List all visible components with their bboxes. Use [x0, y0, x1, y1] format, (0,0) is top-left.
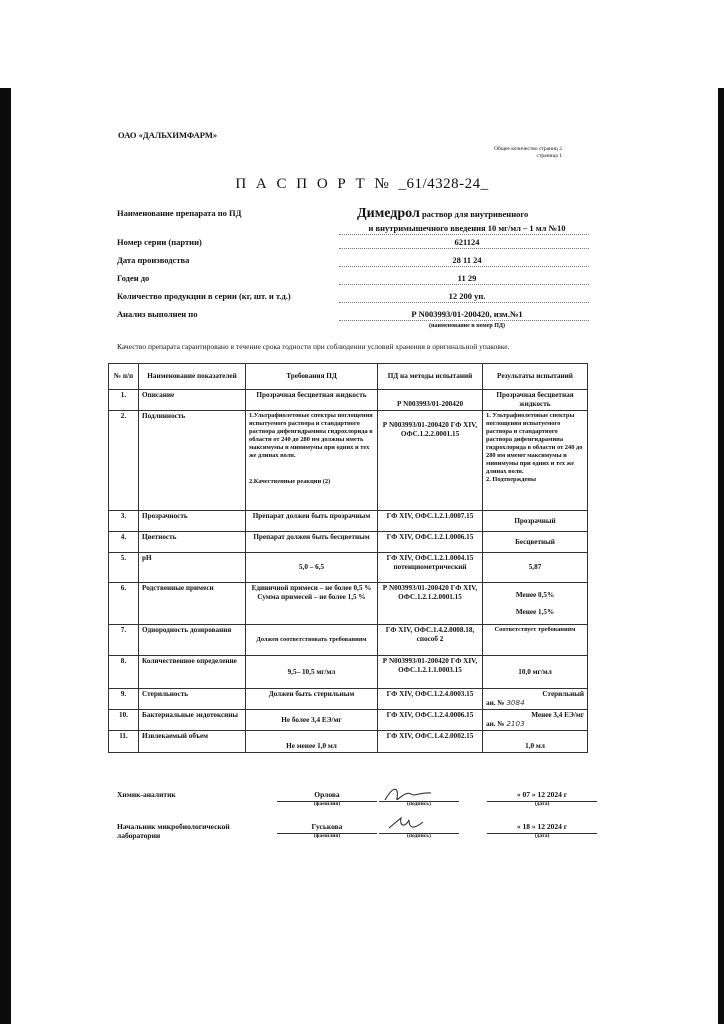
- analysis-row: [117, 309, 577, 333]
- row-method: ГФ XIV, ОФС.1.2.1.0004.15 потенциометрический: [378, 553, 483, 583]
- row-name: Прозрачность: [139, 511, 246, 532]
- row-result-text: Стерильный: [542, 690, 584, 698]
- row-req: Прозрачная бесцветная жидкость: [246, 390, 378, 411]
- table-row: [109, 656, 588, 689]
- row-result: 1,0 мл: [483, 731, 588, 753]
- row-result: 10,0 мг/мл: [483, 656, 588, 689]
- row-result: Соответствует требованиям: [483, 625, 588, 656]
- head-date-caption: (дата): [534, 833, 550, 839]
- date-value: 28 11 24: [452, 255, 482, 265]
- row-result-spectra: 1. Ультрафиолетовые спектры поглощения испытуемого раствора и стандартного раствора дифенгидрамина гидрохлорида в области от 240 до 280 нм имеют максимумы и минимумы при одних и тех же длинах волн.: [486, 412, 583, 475]
- expiry-label: Годен до: [117, 273, 150, 283]
- row-req: Должен соответствовать требованиям: [246, 625, 378, 656]
- product-label: Наименование препарата по ПД: [117, 208, 242, 218]
- header-requirements: Требования ПД: [246, 364, 378, 390]
- row-name: pH: [139, 553, 246, 583]
- row-method: ГФ XIV, ОФС.1.2.1.0007.15: [378, 511, 483, 532]
- row-result: Бесцветный: [483, 532, 588, 553]
- row-name: Бактериальные эндотоксины: [139, 710, 246, 731]
- row-name: Стерильность: [139, 689, 246, 710]
- row-name: Количественное определение: [139, 656, 246, 689]
- row-method: Р N003993/01-200420 ГФ XIV, ОФС.1.2.1.1.0003.15: [378, 656, 483, 689]
- row-name: Описание: [139, 390, 246, 411]
- scan-right-border: [718, 88, 724, 1024]
- table-row: [109, 710, 588, 731]
- product-name: Димедрол: [357, 206, 420, 221]
- row-num: 7.: [109, 625, 139, 656]
- analysis-label: Анализ выполнен по: [117, 309, 198, 319]
- row-num: 8.: [109, 656, 139, 689]
- row-num: 1.: [109, 390, 139, 411]
- row-req: Должен быть стерильным: [246, 689, 378, 710]
- table-row: [109, 553, 588, 583]
- row-num: 4.: [109, 532, 139, 553]
- row-result: 5,87: [483, 553, 588, 583]
- row-method: ГФ XIV, ОФС.1.2.4.0006.15: [378, 710, 483, 731]
- row-req: Препарат должен быть бесцветным: [246, 532, 378, 553]
- pages-total: Общее количество страниц 2: [494, 146, 562, 152]
- table-row: [109, 731, 588, 753]
- chemist-name: Орлова: [314, 790, 340, 799]
- table-row: [109, 625, 588, 656]
- product-row: [117, 208, 577, 238]
- row-num: 10.: [109, 710, 139, 731]
- table-row: [109, 390, 588, 411]
- test-results-table: [108, 363, 588, 753]
- row-req: Препарат должен быть прозрачным: [246, 511, 378, 532]
- row-result-text: Менее 3,4 ЕЭ/мг: [531, 711, 584, 719]
- row-name: Цветность: [139, 532, 246, 553]
- row-num: 11.: [109, 731, 139, 753]
- chemist-label: Химик-аналитик: [117, 790, 176, 799]
- row-name: Подлинность: [139, 411, 246, 511]
- row-req-spectra: 1.Ультрафиолетовые спектры поглощения испытуемого раствора и стандартного раствора дифенгидрамина гидрохлорида в области от 240 до 280 нм должны иметь максимумы и минимумы при одних и тех же длинах волн.: [249, 412, 373, 459]
- row-method: Р N003993/01-200420 ГФ XIV, ОФС.1.2.2.0001.15: [378, 411, 483, 511]
- row-req: Не менее 1,0 мл: [246, 731, 378, 753]
- passport-number: _61/4328-24_: [398, 176, 489, 192]
- analysis-value: Р N003993/01-200420, изм.№1: [411, 309, 523, 319]
- head-signature-row: [117, 822, 587, 846]
- row-method: ГФ XIV, ОФС.1.2.4.0003.15: [378, 689, 483, 710]
- row-result-analysis-label: ан. №: [486, 698, 505, 707]
- head-name-caption: (фамилия): [313, 833, 341, 839]
- pages-current: страница 1: [536, 153, 562, 159]
- row-req: Единичной примеси – не более 0,5 % Сумма примесей – не более 1,5 %: [246, 583, 378, 625]
- series-value: 621124: [454, 237, 480, 247]
- row-req: [246, 411, 378, 511]
- head-sign-caption: (подпись): [407, 833, 431, 839]
- row-method: Р N003993/01-200420 ГФ XIV, ОФС.1.2.1.2.0001.15: [378, 583, 483, 625]
- passport-title: [0, 176, 724, 193]
- header-results: Результаты испытаний: [483, 364, 588, 390]
- quantity-label: Количество продукции в серии (кг, шт. и т.д.): [117, 291, 291, 301]
- row-method: Р N003993/01-200420: [378, 390, 483, 411]
- row-name: Извлекаемый объем: [139, 731, 246, 753]
- row-result: [483, 689, 588, 710]
- table-row: [109, 532, 588, 553]
- row-result: [483, 710, 588, 731]
- row-result-analysis-number: 3084: [506, 697, 525, 707]
- row-result-single: Менее 0,5%: [515, 591, 555, 599]
- head-name: Гуськова: [311, 822, 343, 831]
- row-num: 6.: [109, 583, 139, 625]
- expiry-value: 11 29: [457, 273, 477, 283]
- row-num: 9.: [109, 689, 139, 710]
- chemist-date: « 07 » 12 2024 г: [516, 790, 568, 799]
- row-result: [483, 411, 588, 511]
- row-result: Прозрачный: [483, 511, 588, 532]
- header-method: ПД на методы испытаний: [378, 364, 483, 390]
- header-name: Наименование показателей: [139, 364, 246, 390]
- chemist-sign-caption: (подпись): [407, 801, 431, 807]
- row-req-reactions: 2.Качественные реакции (2): [249, 478, 331, 485]
- row-result-analysis-number: 2103: [506, 718, 525, 728]
- row-result-reactions: 2. Подтверждены: [486, 476, 536, 483]
- scan-left-border: [0, 88, 11, 1024]
- row-req: 5,0 – 6,5: [246, 553, 378, 583]
- head-date: « 18 » 12 2024 г: [516, 822, 568, 831]
- series-label: Номер серии (партии): [117, 237, 202, 247]
- row-result-analysis-label: ан. №: [486, 719, 505, 728]
- chemist-name-caption: (фамилия): [313, 801, 341, 807]
- row-method: ГФ XIV, ОФС.1.4.2.0002.15: [378, 731, 483, 753]
- row-method: ГФ XIV, ОФС.1.4.2.0008.18, способ 2: [378, 625, 483, 656]
- company-name: ОАО «ДАЛЬХИМФАРМ»: [118, 130, 218, 140]
- chemist-signature-row: [117, 790, 587, 814]
- row-method: ГФ XIV, ОФС.1.2.1.0006.15: [378, 532, 483, 553]
- table-row: [109, 511, 588, 532]
- chemist-date-caption: (дата): [534, 801, 550, 807]
- row-result: Прозрачная бесцветная жидкость: [483, 390, 588, 411]
- quantity-value: 12 200 уп.: [448, 291, 486, 301]
- page-counter: [470, 146, 562, 160]
- row-req: Не более 3,4 ЕЭ/мг: [246, 710, 378, 731]
- guarantee-text: Качество препарата гарантировано в течение срока годности при соблюдении условий хранения в оригинальной упаковке.: [117, 342, 510, 351]
- row-result: [483, 583, 588, 625]
- head-label: Начальник микробиологической лаборатории: [117, 822, 230, 840]
- row-req: 9,5– 10,5 мг/мл: [246, 656, 378, 689]
- row-num: 2.: [109, 411, 139, 511]
- row-result-sum: Менее 1,5%: [515, 607, 555, 616]
- row-num: 3.: [109, 511, 139, 532]
- date-label: Дата производства: [117, 255, 190, 265]
- product-desc-1: раствор для внутривенного: [421, 209, 529, 219]
- product-desc-2: и внутримышечного введения 10 мг/мл – 1 мл №10: [368, 223, 566, 233]
- table-row: [109, 411, 588, 511]
- row-name: Родственные примеси: [139, 583, 246, 625]
- table-row: [109, 583, 588, 625]
- header-num: № п/п: [109, 364, 139, 390]
- row-name: Однородность дозирования: [139, 625, 246, 656]
- title-prefix: П А С П О Р Т №: [235, 176, 392, 192]
- table-row: [109, 689, 588, 710]
- analysis-caption: (наименование и номер ПД): [429, 323, 505, 329]
- row-num: 5.: [109, 553, 139, 583]
